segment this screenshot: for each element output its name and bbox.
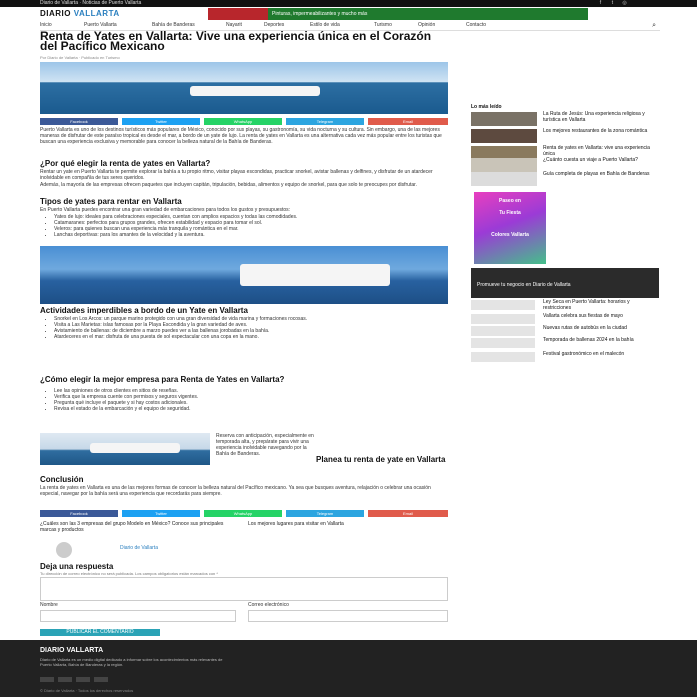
sidebar-list-title: Festival gastronómico en el malecón: [543, 351, 625, 357]
nav-item[interactable]: Bahía de Banderas: [152, 22, 195, 28]
sidebar-thumb: [471, 352, 535, 362]
sidebar-thumb: [471, 158, 537, 172]
nav-item[interactable]: Puerto Vallarta: [84, 22, 117, 28]
ad-banner-image: [208, 8, 268, 20]
email-label: Correo electrónico: [248, 602, 289, 608]
facebook-icon[interactable]: f: [599, 0, 602, 6]
sidebar-thumb: [471, 314, 535, 324]
instagram-icon[interactable]: [76, 677, 90, 682]
sidebar-post[interactable]: [471, 158, 659, 172]
yacht-shape: [190, 86, 320, 96]
article-intro: Puerto Vallarta es uno de los destinos turísticos más populares de México, conocido por sus playas, su gastronomía, su vida nocturna y su cultura. Sin embargo, una de las mejores maneras de disfrutar de este paraíso tropical es desde el mar, a bordo de un yate de lujo. La renta de yates en Vallarta es una alternativa cada vez más popular entre los turistas que buscan una experiencia exclusiva y memorable para conocer la belleza natural de la Bahía de Banderas.: [40, 127, 442, 145]
youtube-icon[interactable]: [94, 677, 108, 682]
article-title: Renta de Yates en Vallarta: Vive una experiencia única en el Corazón del Pacífico Mexicano: [40, 29, 432, 53]
comment-form-note: Tu dirección de correo electrónico no será publicada. Los campos obligatorios están marcados con *: [40, 571, 218, 576]
share-email-button[interactable]: Email: [368, 510, 448, 517]
list-item[interactable]: [471, 314, 659, 324]
article-heading: Conclusión: [40, 475, 84, 484]
logo-text-1: DIARIO: [40, 9, 71, 18]
yacht-shape: [240, 264, 390, 286]
article-paragraph: Reserva con anticipación, especialmente en temporada alta, y prepárate para vivir una experiencia inolvidable navegando por la Bahía de Banderas.: [216, 433, 314, 457]
sidebar-ad-text: Tu Fiesta: [499, 210, 521, 216]
footer-about-text: Diario de Vallarta es un medio digital dedicado a informar sobre los acontecimientos más relevantes de Puerto Vallarta, Bahía de Banderas y la región.: [40, 657, 223, 667]
article-paragraph: La renta de yates en Vallarta es una de las mejores formas de conocer la belleza natural del Pacífico mexicano. Ya sea que busques aventura, relajación o celebrar una ocasión especial, navegar por la bahía será una experiencia que recordarás para siempre.: [40, 485, 431, 497]
sidebar-list-title: Temporada de ballenas 2024 en la bahía: [543, 337, 634, 343]
article-list: [40, 388, 462, 412]
sidebar-thumb: [471, 172, 537, 186]
sidebar-thumb: [471, 300, 535, 310]
list-item: • Pregunta qué incluye el paquete y si hay costos adicionales.: [54, 400, 462, 406]
article-heading: Tipos de yates para rentar en Vallarta: [40, 197, 182, 206]
top-bar-text: Diario de Vallarta · Noticias de Puerto Vallarta: [40, 0, 142, 6]
sidebar-post[interactable]: [471, 129, 659, 143]
sidebar-ad-text: Paseo en: [499, 198, 521, 204]
share-twitter-button[interactable]: Twitter: [122, 510, 200, 517]
previous-post-link[interactable]: ¿Cuáles son las 3 empresas del grupo Modelo en México? Conoce sus principales marcas y productos: [40, 521, 224, 533]
nav-item[interactable]: Inicio: [40, 22, 52, 28]
list-item[interactable]: [471, 338, 659, 348]
share-bar-bottom: [40, 510, 448, 517]
sidebar-ad[interactable]: [474, 192, 546, 264]
sidebar-promo-widget[interactable]: [471, 268, 659, 298]
article-heading: ¿Cómo elegir la mejor empresa para Renta de Yates en Vallarta?: [40, 375, 285, 384]
article-paragraph: Rentar un yate en Puerto Vallarta te permite explorar la bahía a tu propio ritmo, visitar playas escondidas, practicar snorkel, avistar ballenas y delfines, y disfrutar de un atardecer inolvidable en compañía de tus seres queridos.: [40, 169, 433, 181]
share-telegram-button[interactable]: Telegram: [286, 118, 364, 125]
twitter-icon[interactable]: [58, 677, 72, 682]
next-post-link[interactable]: Los mejores lugares para visitar en Vallarta: [248, 521, 344, 527]
avatar: [56, 542, 72, 558]
facebook-icon[interactable]: [40, 677, 54, 682]
author-name[interactable]: Diario de Vallarta: [120, 545, 158, 551]
list-item: • Avistamiento de ballenas: de diciembre a marzo puedes ver a las ballenas jorobadas en la bahía.: [54, 328, 462, 334]
article-paragraph: En Puerto Vallarta puedes encontrar una gran variedad de embarcaciones para todos los gustos y presupuestos:: [40, 207, 291, 213]
hero-image: [40, 62, 448, 114]
list-item[interactable]: [471, 352, 659, 362]
nav-item[interactable]: Nayarit: [226, 22, 242, 28]
sidebar-post-title: Los mejores restaurantes de la zona romántica: [543, 128, 648, 134]
article-list: [40, 316, 462, 340]
article-heading: Actividades imperdibles a bordo de un Yate en Vallarta: [40, 306, 248, 315]
sidebar-list-title: Ley Seca en Puerto Vallarta: horarios y restricciones: [543, 299, 630, 311]
twitter-icon[interactable]: t: [611, 0, 614, 6]
article-meta: Por Diario de Vallarta · Publicado en Turismo: [40, 55, 120, 60]
sidebar-post-title: La Ruta de Jesús: Una experiencia religiosa y turística en Vallarta: [543, 111, 645, 123]
sidebar-promo-text: Promueve tu negocio en Diario de Vallarta: [477, 282, 571, 288]
share-whatsapp-button[interactable]: WhatsApp: [204, 118, 282, 125]
logo-text-2: VALLARTA: [73, 9, 120, 18]
share-whatsapp-button[interactable]: WhatsApp: [204, 510, 282, 517]
author-box: [40, 540, 448, 560]
site-logo[interactable]: [40, 9, 120, 18]
list-item[interactable]: [471, 326, 659, 336]
sidebar-post[interactable]: [471, 172, 659, 186]
sidebar-thumb: [471, 112, 537, 126]
site-footer: [0, 640, 697, 697]
article-paragraph: Además, la mayoría de las empresas ofrecen paquetes que incluyen capitán, tripulación, bebidas, alimentos y equipo de snorkel, para que solo te preocupes por disfrutar.: [40, 182, 417, 188]
list-item: • Revisa el estado de la embarcación y el equipo de seguridad.: [54, 406, 462, 412]
sidebar-post-title: Renta de yates en Vallarta: vive una experiencia única: [543, 145, 650, 157]
list-item: • Veleros: para quienes buscan una experiencia más tranquila y romántica en el mar.: [54, 226, 462, 232]
sidebar-title: Lo más leído: [471, 104, 502, 110]
search-icon[interactable]: ⌕: [652, 22, 656, 29]
share-telegram-button[interactable]: Telegram: [286, 510, 364, 517]
yacht-shape: [90, 443, 180, 453]
ad-banner-text: Pinturas, impermeabilizantes y mucho más: [272, 11, 368, 17]
sidebar-post-title: ¿Cuánto cuesta un viaje a Puerto Vallarta?: [543, 157, 638, 163]
footer-logo[interactable]: DIARIO VALLARTA: [40, 647, 104, 654]
article-image-3: [40, 433, 210, 465]
name-label: Nombre: [40, 602, 58, 608]
list-item: • Verifica que la empresa cuente con permisos y seguros vigentes.: [54, 394, 462, 400]
share-facebook-button[interactable]: Facebook: [40, 118, 118, 125]
list-item: • Yates de lujo: ideales para celebraciones especiales, cuentan con amplios espacios y todas las comodidades.: [54, 214, 462, 220]
sidebar-list-title: Nuevas rutas de autobús en la ciudad: [543, 325, 627, 331]
name-input[interactable]: [40, 610, 236, 622]
nav-item[interactable]: Opinión: [418, 22, 436, 28]
nav-item[interactable]: Estilo de vida: [310, 22, 340, 28]
list-item: • Lee las opiniones de otros clientes en sitios de reseñas.: [54, 388, 462, 394]
article-list: [40, 214, 462, 238]
list-item: • Atardeceres en el mar: disfruta de una puesta de sol espectacular con una copa en la mano.: [54, 334, 462, 340]
email-input[interactable]: [248, 610, 448, 622]
list-item: • Snorkel en Los Arcos: un parque marino protegido con una gran diversidad de vida marina y formaciones rocosas.: [54, 316, 462, 322]
sidebar-ad-text: Colores Vallarta: [491, 232, 529, 238]
list-item: • Catamaranes: perfectos para grupos grandes, ofrecen estabilidad y espacio para tomar el sol.: [54, 220, 462, 226]
footer-copyright: © Diario de Vallarta · Todos los derechos reservados: [40, 688, 134, 693]
sidebar-post[interactable]: [471, 112, 659, 126]
list-item[interactable]: [471, 300, 659, 310]
comment-form-title: Deja una respuesta: [40, 562, 114, 571]
list-item: • Lanchas deportivas: para los amantes de la velocidad y la aventura.: [54, 232, 462, 238]
top-bar: [0, 0, 697, 7]
share-bar-top: [40, 118, 448, 125]
sidebar-list-title: Vallarta celebra sus fiestas de mayo: [543, 313, 623, 319]
article-heading: ¿Por qué elegir la renta de yates en Vallarta?: [40, 159, 211, 168]
nav-item[interactable]: Contacto: [466, 22, 487, 28]
article-image-2: [40, 246, 448, 304]
sidebar-thumb: [471, 129, 537, 143]
share-email-button[interactable]: Email: [368, 118, 448, 125]
sidebar-thumb: [471, 326, 535, 336]
header-ad-banner[interactable]: [208, 8, 588, 20]
share-facebook-button[interactable]: Facebook: [40, 510, 118, 517]
submit-comment-button[interactable]: PUBLICAR EL COMENTARIO: [40, 629, 160, 636]
nav-item[interactable]: Deportes: [264, 22, 285, 28]
article-heading: Planea tu renta de yate en Vallarta: [316, 455, 446, 464]
sidebar-thumb: [471, 338, 535, 348]
related-posts: [40, 521, 448, 535]
sidebar-post-title: Guía completa de playas en Bahía de Banderas: [543, 171, 650, 177]
nav-item[interactable]: Turismo: [374, 22, 392, 28]
instagram-icon[interactable]: ◎: [622, 0, 627, 6]
comment-textarea[interactable]: [40, 577, 448, 601]
list-item: • Visita a Las Marietas: islas famosas por la Playa Escondida y la gran variedad de aves.: [54, 322, 462, 328]
share-twitter-button[interactable]: Twitter: [122, 118, 200, 125]
